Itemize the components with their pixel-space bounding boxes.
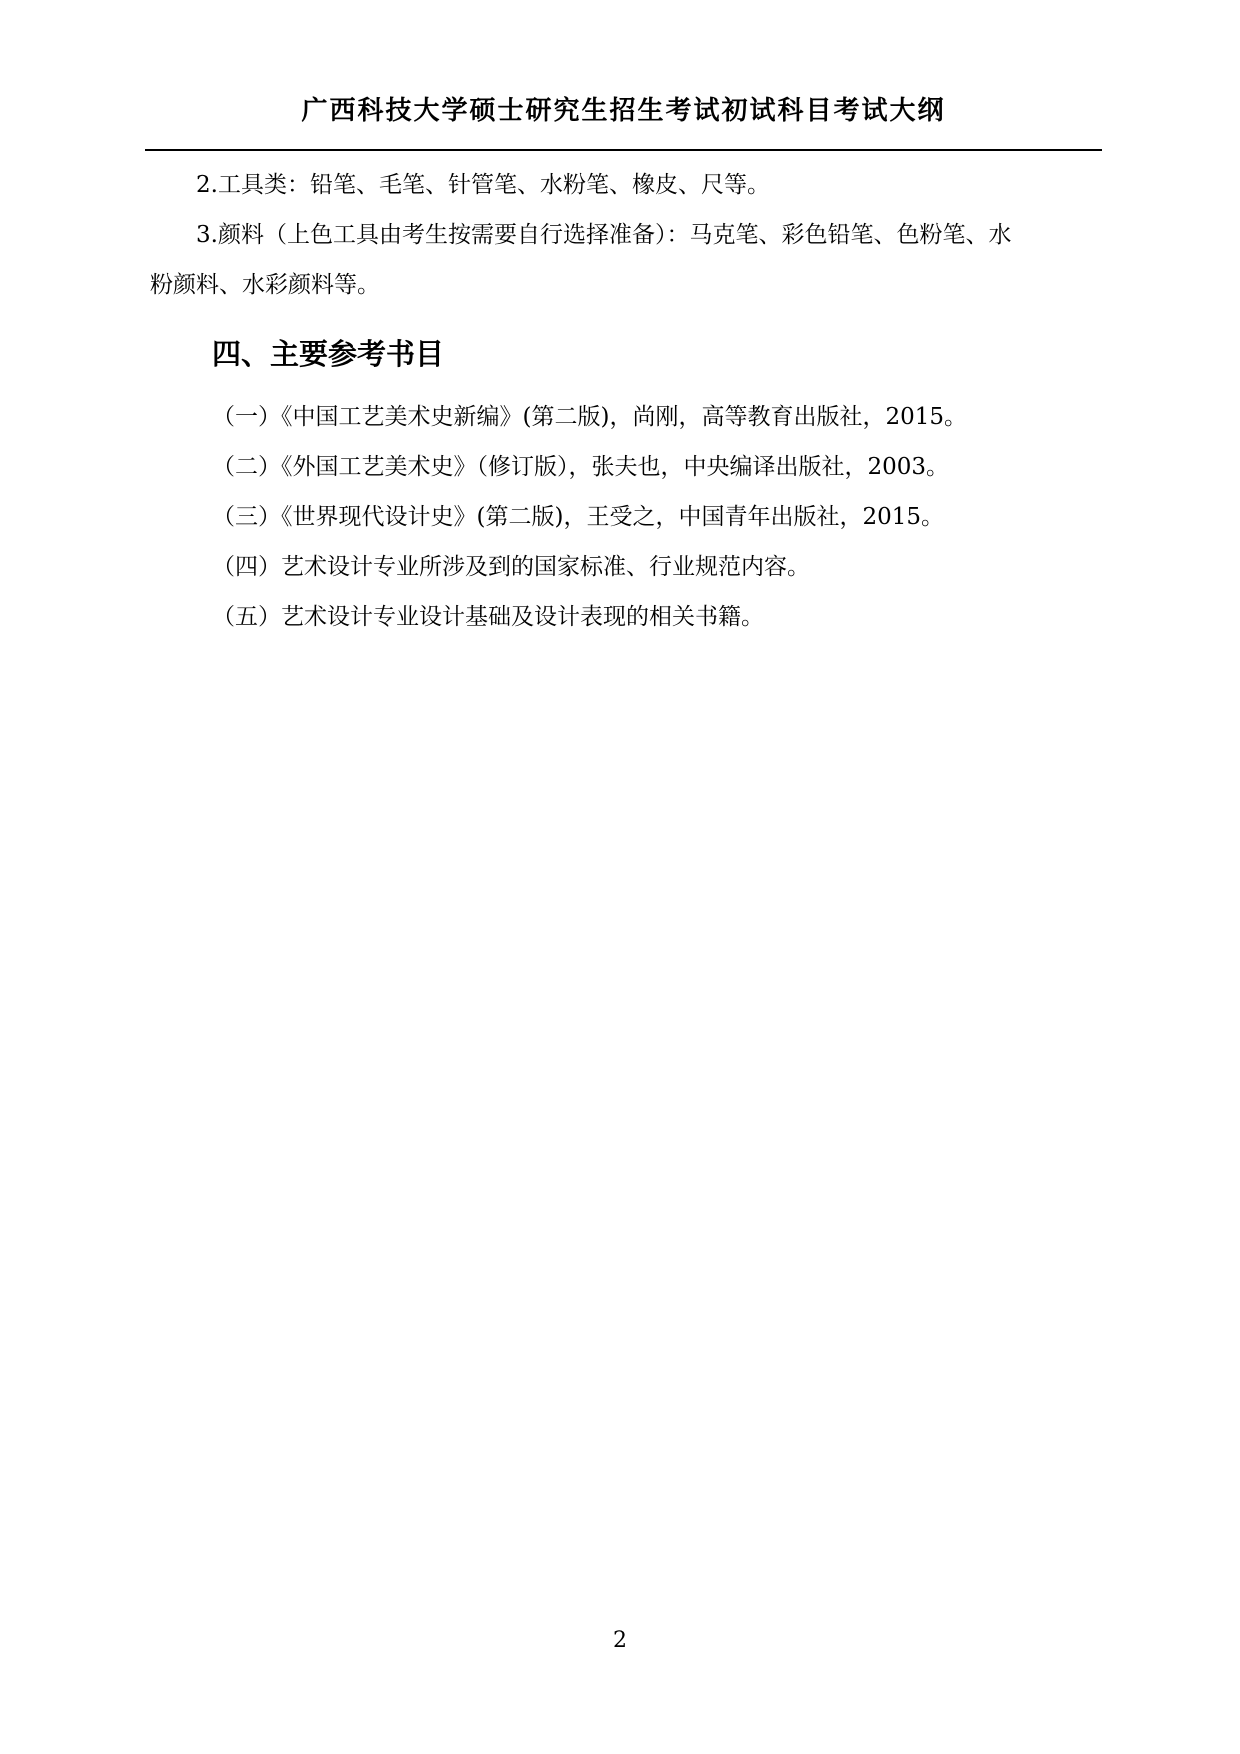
page-header-title: 广西科技大学硕士研究生招生考试初试科目考试大纲 xyxy=(301,96,946,126)
page-number: 2 xyxy=(613,1628,627,1653)
section-heading-references: 四、主要参考书目 xyxy=(212,337,445,371)
reference-item: （一）《中国工艺美术史新编》(第二版)，尚刚，高等教育出版社，2015。 xyxy=(212,404,967,430)
reference-item: （四）艺术设计专业所涉及到的国家标准、行业规范内容。 xyxy=(212,554,810,580)
reference-list xyxy=(212,392,967,642)
tools-paragraph: 2.工具类：铅笔、毛笔、针管笔、水粉笔、橡皮、尺等。 xyxy=(196,172,770,198)
reference-item: （五）艺术设计专业设计基础及设计表现的相关书籍。 xyxy=(212,604,764,630)
pigments-paragraph-line-1: 3.颜料（上色工具由考生按需要自行选择准备）：马克笔、彩色铅笔、色粉笔、水 xyxy=(196,222,1012,248)
pigments-paragraph-line-2: 粉颜料、水彩颜料等。 xyxy=(150,272,380,298)
reference-item: （三）《世界现代设计史》(第二版)，王受之，中国青年出版社，2015。 xyxy=(212,504,944,530)
pigments-paragraph xyxy=(150,210,1102,310)
header-divider xyxy=(145,149,1102,151)
reference-item: （二）《外国工艺美术史》（修订版），张夫也，中央编译出版社，2003。 xyxy=(212,454,950,480)
